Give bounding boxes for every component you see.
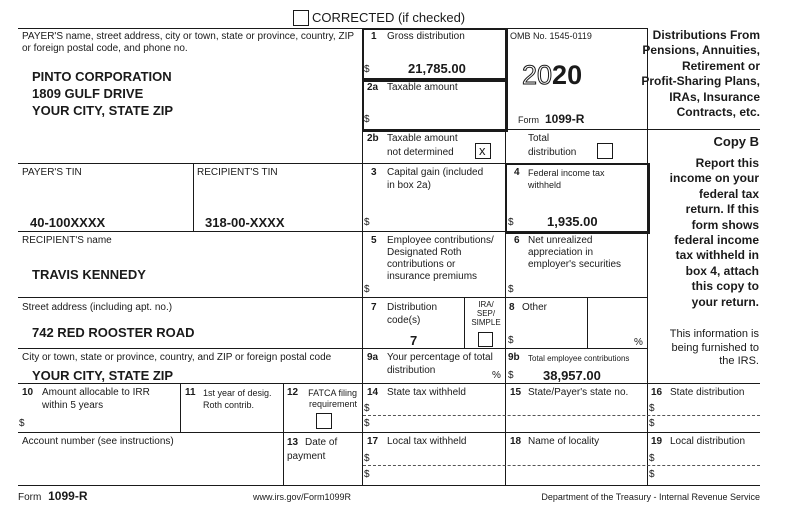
box9a-percent: % [492, 370, 501, 381]
box16-label: State distribution [670, 387, 745, 398]
report-line: federal tax [698, 186, 759, 201]
rule-top [18, 28, 648, 29]
report-line: box 4, attach [685, 263, 759, 278]
report-line: return. If this [685, 202, 759, 217]
payer-tin-label: PAYER'S TIN [22, 167, 82, 178]
title-line: Profit-Sharing Plans, [641, 74, 760, 89]
box5-label4: insurance premiums [387, 271, 478, 282]
payer-name: PINTO CORPORATION [32, 69, 172, 84]
total-dist-label2: distribution [528, 147, 577, 158]
box2b-num: 2b [367, 133, 379, 144]
recipient-label: RECIPIENT'S name [22, 235, 112, 246]
box6-label2: appreciation in [528, 247, 594, 258]
recipient-name: TRAVIS KENNEDY [32, 267, 146, 282]
box11-label1: 1st year of desig. [203, 388, 272, 398]
footer-form-label: Form [18, 492, 42, 503]
title-line: Contracts, etc. [676, 105, 760, 120]
box1-dollar: $ [364, 64, 370, 75]
box3-num: 3 [371, 167, 377, 178]
box4-label1: Federal income tax [528, 168, 605, 178]
box9b-value: 38,957.00 [543, 368, 601, 383]
box12-label2: requirement [308, 399, 357, 409]
report-line: federal income [674, 233, 759, 248]
box6-num: 6 [514, 235, 520, 246]
payer-address: 1809 GULF DRIVE [32, 86, 144, 101]
rule-v-box11 [180, 383, 181, 432]
recipient-tin-value: 318-00-XXXX [205, 215, 285, 230]
corrected-checkbox[interactable] [293, 10, 309, 26]
rule-v-box8 [587, 297, 588, 348]
box4-dollar: $ [508, 217, 514, 228]
fatca-checkbox[interactable] [316, 413, 332, 429]
box2b-check-mark: x [479, 143, 486, 158]
form-label: Form [518, 115, 539, 125]
box2a-label: Taxable amount [387, 82, 458, 93]
box14-num: 14 [367, 387, 379, 398]
payer-label: PAYER'S name, street address, city or town, state or province, country, ZIP or foreign postal code, and phone no. [22, 31, 354, 54]
furnished-line: being furnished to [671, 341, 759, 354]
report-line: form shows [691, 217, 759, 232]
total-dist-label1: Total [528, 133, 550, 144]
ira-label [466, 300, 506, 327]
report-line: tax withheld in [675, 248, 759, 263]
title-line: Pensions, Annuities, [642, 43, 760, 58]
box11-num: 11 [185, 387, 196, 398]
box17-label: Local tax withheld [387, 436, 467, 447]
box17-dollar2: $ [364, 469, 370, 480]
form-number: 1099-R [545, 112, 585, 126]
copy-b: Copy B [713, 134, 759, 149]
box19-label: Local distribution [670, 436, 746, 447]
city-value: YOUR CITY, STATE ZIP [32, 368, 174, 383]
box5-label2: Designated Roth [387, 247, 462, 258]
box5-label1: Employee contributions/ [387, 235, 494, 246]
year-bold: 20 [552, 60, 583, 90]
box19-dollar1: $ [649, 453, 655, 464]
payer-tin-value: 40-100XXXX [30, 215, 106, 230]
report-line: your return. [691, 294, 759, 309]
box10-label1: Amount allocable to IRR [42, 387, 150, 398]
street-value: 742 RED ROOSTER ROAD [32, 325, 195, 340]
box5-num: 5 [371, 235, 377, 246]
title-line: IRAs, Insurance [669, 89, 760, 104]
box8-dollar: $ [508, 335, 514, 346]
payer-city: YOUR CITY, STATE ZIP [32, 103, 174, 118]
box10-label2: within 5 years [42, 400, 104, 411]
box19-num: 19 [651, 436, 663, 447]
box10-dollar: $ [19, 418, 25, 429]
ira-line: IRA/ [478, 300, 494, 309]
furnished-line: This information is [669, 328, 759, 340]
box9a-num: 9a [367, 352, 379, 363]
report-instructions [650, 156, 759, 310]
box9b-num: 9b [508, 352, 520, 363]
report-line: this copy to [691, 279, 759, 294]
tax-year [522, 60, 582, 90]
box2a-dollar: $ [364, 114, 370, 125]
box4-label2: withheld [528, 180, 562, 190]
box13-label1: Date of [305, 437, 338, 448]
box8-num: 8 [509, 302, 515, 313]
box1-value: 21,785.00 [408, 61, 466, 76]
box18-num: 18 [510, 436, 522, 447]
box9b-dollar: $ [508, 370, 514, 381]
box15-label: State/Payer's state no. [528, 387, 629, 398]
box3-label1: Capital gain (included [387, 167, 484, 178]
rule-bottom [18, 485, 760, 486]
report-line: income on your [669, 171, 759, 186]
box18-label: Name of locality [528, 436, 600, 447]
box16-num: 16 [651, 387, 663, 398]
box13-label2: payment [287, 451, 326, 462]
box2b-label2: not determined [387, 147, 454, 158]
box2a-num: 2a [367, 82, 379, 93]
box10-num: 10 [22, 387, 34, 398]
box11-label2: Roth contrib. [203, 400, 255, 410]
rule-row-city [18, 348, 648, 349]
street-label: Street address (including apt. no.) [22, 302, 173, 313]
form-title [600, 28, 760, 120]
ira-line: SEP/ [476, 309, 496, 318]
box1-num: 1 [371, 31, 377, 42]
box16-dollar1: $ [649, 403, 655, 414]
box2b-checkbox[interactable] [475, 143, 491, 159]
box2b-label1: Taxable amount [387, 133, 458, 144]
city-label: City or town, state or province, country, and ZIP or foreign postal code [22, 352, 332, 363]
box6-label3: employer's securities [528, 259, 622, 270]
box16-dollar2: $ [649, 418, 655, 429]
title-line: Retirement or [681, 58, 760, 73]
rule-v-box12 [283, 383, 284, 485]
rule-v-tin [193, 163, 194, 231]
box14-dollar1: $ [364, 403, 370, 414]
box17-num: 17 [367, 436, 379, 447]
box7-label1: Distribution [387, 302, 438, 313]
box14-dollar2: $ [364, 418, 370, 429]
footer-dept: Department of the Treasury - Internal Revenue Service [541, 492, 760, 502]
rule-v-ira [464, 297, 465, 348]
box14-label: State tax withheld [387, 387, 466, 398]
ira-checkbox[interactable] [478, 332, 493, 347]
box5-dollar: $ [364, 284, 370, 295]
year-outline: 20 [522, 60, 553, 90]
box6-label1: Net unrealized [528, 235, 593, 246]
box6-dollar: $ [508, 284, 514, 295]
dash-row1 [363, 415, 760, 416]
total-dist-checkbox[interactable] [597, 143, 613, 159]
furnished-notice [650, 328, 759, 369]
title-line: Distributions From [652, 28, 760, 42]
furnished-line: the IRS. [719, 355, 759, 367]
corrected-label: CORRECTED (if checked) [312, 10, 466, 25]
box17-dollar1: $ [364, 453, 370, 464]
footer-url: www.irs.gov/Form1099R [253, 492, 352, 502]
box9a-label2: distribution [387, 365, 436, 376]
ira-line: SIMPLE [471, 318, 501, 327]
box3-dollar: $ [364, 217, 370, 228]
box15-num: 15 [510, 387, 522, 398]
account-label: Account number (see instructions) [22, 436, 174, 447]
box4-value: 1,935.00 [547, 214, 598, 229]
box4-num: 4 [514, 167, 520, 178]
box9b-label: Total employee contributions [528, 354, 630, 363]
box5-label3: contributions or [387, 259, 456, 270]
recipient-tin-label: RECIPIENT'S TIN [197, 167, 278, 178]
rule-row-10 [18, 383, 760, 384]
box12-num: 12 [287, 387, 299, 398]
box7-label2: code(s) [387, 315, 421, 326]
box13-num: 13 [287, 437, 299, 448]
report-line: Report this [695, 156, 759, 170]
box7-value: 7 [410, 333, 418, 348]
footer-form-number: 1099-R [48, 489, 88, 503]
box9a-label1: Your percentage of total [387, 352, 493, 363]
box8-label: Other [522, 302, 548, 313]
box1-label: Gross distribution [387, 31, 465, 42]
box7-num: 7 [371, 302, 377, 313]
box3-label2: in box 2a) [387, 180, 431, 191]
footer-form [18, 489, 87, 505]
box19-dollar2: $ [649, 469, 655, 480]
box12-label1: FATCA filing [308, 388, 357, 398]
rule-row-account [18, 432, 760, 433]
rule-row-street [18, 297, 362, 298]
dash-row2 [363, 465, 760, 466]
box8-percent: % [634, 337, 643, 348]
omb-number: OMB No. 1545-0119 [510, 31, 592, 41]
rule-copyb-top [647, 129, 760, 130]
